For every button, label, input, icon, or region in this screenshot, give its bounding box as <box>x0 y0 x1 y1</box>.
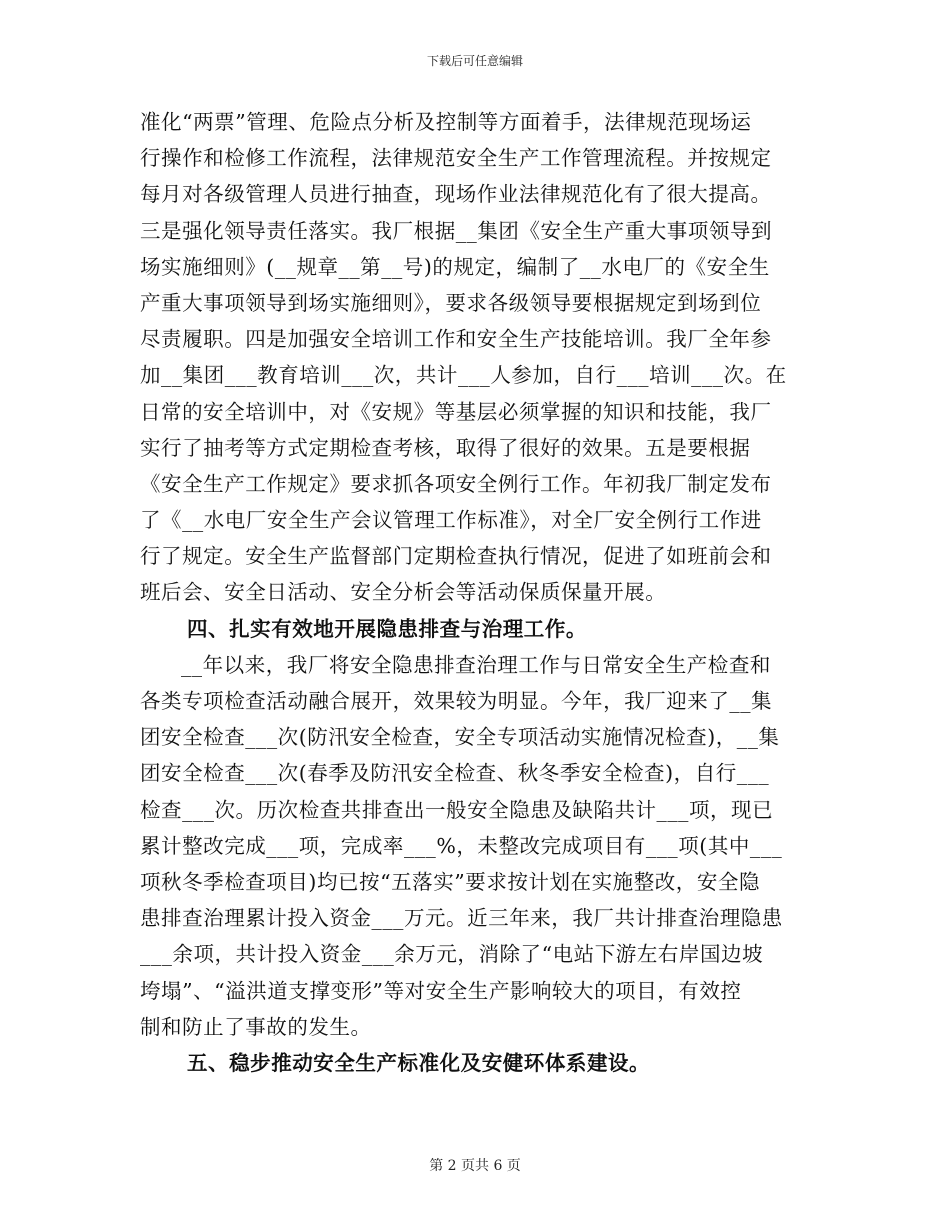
section-heading: 四、扎实有效地开展隐患排查与治理工作。 <box>187 616 587 641</box>
body-line: 团安全检查___次(春季及防汛安全检查、秋冬季安全检查)，自行___ <box>140 761 770 786</box>
page-footer: 第 2 页共 6 页 <box>429 1158 521 1174</box>
body-line: __年以来，我厂将安全隐患排查治理工作与日常安全生产检查和 <box>181 652 771 677</box>
body-line: 班后会、安全日活动、安全分析会等活动保质保量开展。 <box>140 580 667 605</box>
body-line: 患排查治理累计投入资金___万元。近三年来，我厂共计排查治理隐患 <box>140 906 783 931</box>
body-line: 实行了抽考等方式定期检查考核，取得了很好的效果。五是要根据 <box>140 435 751 460</box>
body-line: 累计整改完成___项，完成率___%，未整改完成项目有___项(其中___ <box>140 833 783 858</box>
section-heading: 五、稳步推动安全生产标准化及安健环体系建设。 <box>187 1050 651 1075</box>
body-line: 场实施细则》(__规章__第__号)的规定，编制了__水电厂的《安全生 <box>140 254 770 279</box>
body-line: 了《__水电厂安全生产会议管理工作标准》，对全厂安全例行工作进 <box>140 508 762 533</box>
body-line: 每月对各级管理人员进行抽查，现场作业法律规范化有了很大提高。 <box>140 182 772 207</box>
body-line: 产重大事项领导到场实施细则》，要求各级领导要根据规定到场到位 <box>140 290 762 315</box>
body-line: ___余项，共计投入资金___余万元，消除了“电站下游左右岸国边坡 <box>140 942 764 967</box>
document-body <box>140 104 805 1081</box>
body-line: 加__集团___教育培训___次，共计___人参加，自行___培训___次。在 <box>140 363 787 388</box>
page-header: 下载后可任意编辑 <box>426 54 523 68</box>
body-line: 团安全检查___次(防汛安全检查，安全专项活动实施情况检查)，__集 <box>140 725 780 750</box>
body-line: 三是强化领导责任落实。我厂根据__集团《安全生产重大事项领导到 <box>140 218 773 243</box>
body-line: 行了规定。安全生产监督部门定期检查执行情况，促进了如班前会和 <box>140 544 772 569</box>
body-line: 检查___次。历次检查共排查出一般安全隐患及缺陷共计___项，现已 <box>140 797 774 822</box>
body-line: 各类专项检查活动融合展开，效果较为明显。今年，我厂迎来了__集 <box>140 689 773 713</box>
body-line: 《安全生产工作规定》要求抓各项安全例行工作。年初我厂制定发布 <box>140 471 772 496</box>
body-line: 项秋冬季检查项目)均已按“五落实”要求按计划在实施整改，安全隐 <box>140 869 761 894</box>
body-line: 制和防止了事故的发生。 <box>140 1014 372 1039</box>
body-line: 尽责履职。四是加强安全培训工作和安全生产技能培训。我厂全年参 <box>140 327 772 352</box>
body-line: 准化“两票”管理、危险点分析及控制等方面着手，法律规范现场运 <box>140 110 752 134</box>
body-line: 日常的安全培训中，对《安规》等基层必须掌握的知识和技能，我厂 <box>140 399 772 424</box>
body-line: 垮塌”、“溢洪道支撑变形”等对安全生产影响较大的项目，有效控 <box>140 978 742 1003</box>
body-line: 行操作和检修工作流程，法律规范安全生产工作管理流程。并按规定 <box>140 146 772 171</box>
